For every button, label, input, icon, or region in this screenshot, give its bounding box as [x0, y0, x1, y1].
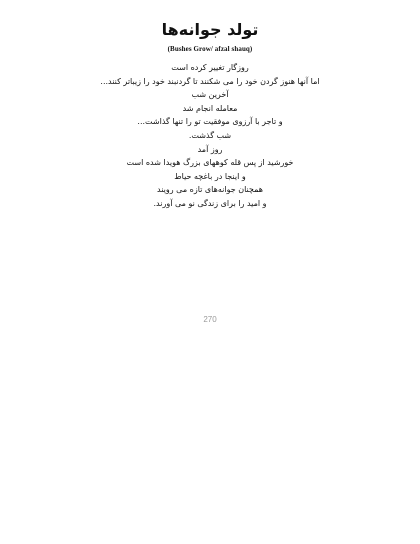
poem-line: همچنان جوانه‌های تازه می رویند: [157, 185, 263, 195]
page-number: 270: [203, 315, 217, 324]
poem-line: آخرین شب: [191, 90, 229, 100]
poem-title: تولد جوانه‌ها: [161, 20, 259, 39]
poem-line: و امید را برای زندگی نو می آورند.: [153, 198, 267, 208]
poem-body: [60, 61, 360, 211]
poem-line: و تاجر با آرزوی موفقیت تو را تنها گذاشت...: [137, 117, 283, 127]
poem-line: شب گذشت.: [188, 130, 232, 140]
poem-line: روزگار تغییر کرده است: [171, 63, 249, 72]
poem-line: معامله انجام شد: [182, 103, 238, 113]
poem-subtitle: (Bushes Grow/ afzal shauq): [167, 45, 253, 53]
poem-line: روز آمد: [197, 144, 223, 154]
poem-line: و اینجا در باغچه حیاط: [174, 171, 246, 181]
poem-line: خورشید از پس قله کوههای بزرگ هویدا شده است: [126, 158, 294, 168]
poem-line: اما آنها هنوز گردن خود را می شکنند تا گردنبند خود را زیباتر کنند...: [100, 76, 320, 86]
